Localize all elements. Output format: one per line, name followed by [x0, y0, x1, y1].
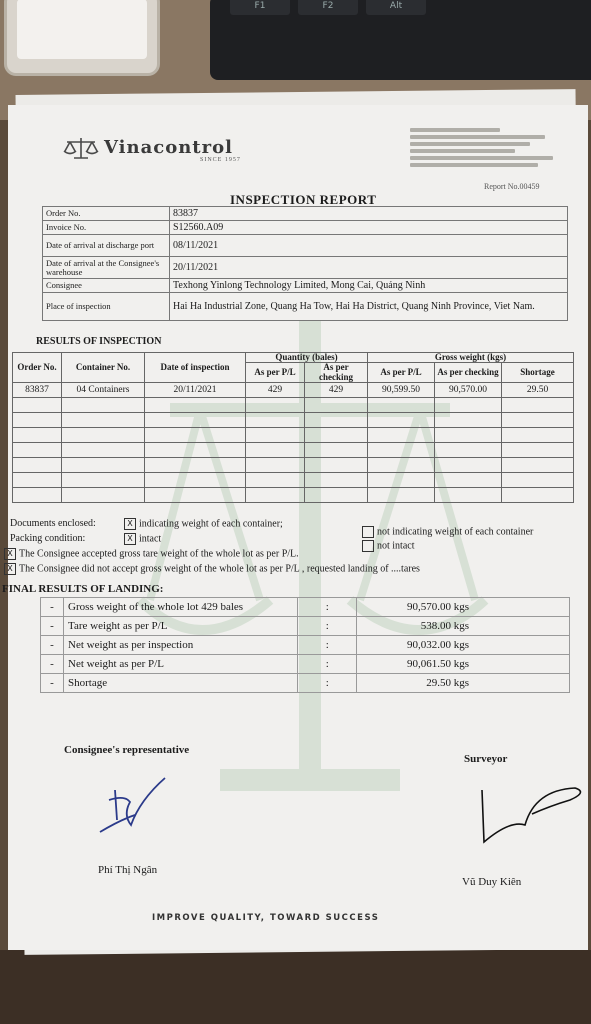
checkbox-empty-icon — [362, 540, 374, 552]
consignee-representative-title: Consignee's representative — [64, 744, 190, 756]
col-qty-check: As per checking — [305, 363, 368, 383]
consignee-not-accepted-line — [4, 563, 420, 575]
col-gw-check: As per checking — [435, 363, 502, 383]
info-value: 20/11/2021 — [170, 257, 568, 279]
col-qty-pl: As per P/L — [246, 363, 305, 383]
consignee-signature-icon — [95, 770, 175, 840]
row-label: Tare weight as per P/L — [64, 617, 298, 636]
info-value: 08/11/2021 — [170, 235, 568, 257]
row-colon: : — [298, 617, 357, 636]
surveyor-title: Surveyor — [464, 753, 508, 765]
empty-row — [13, 458, 574, 473]
col-date: Date of inspection — [145, 353, 246, 383]
company-address-block — [410, 128, 560, 170]
option-label: not intact — [377, 540, 415, 552]
row-dash: - — [41, 636, 64, 655]
row-value: 29.50 kgs — [357, 674, 570, 693]
cell-qty-pl: 429 — [246, 383, 305, 398]
info-label: Consignee — [43, 279, 170, 293]
row-value: 538.00 kgs — [357, 617, 570, 636]
info-row — [43, 257, 568, 279]
footer-motto: IMPROVE QUALITY, TOWARD SUCCESS — [152, 913, 380, 923]
table-row — [13, 383, 574, 398]
row-dash: - — [41, 655, 64, 674]
cell-shortage: 29.50 — [502, 383, 574, 398]
info-label: Invoice No. — [43, 221, 170, 235]
col-order-no: Order No. — [13, 353, 62, 383]
results-header-row — [13, 353, 574, 363]
documents-enclosed-label: Documents enclosed: — [10, 518, 96, 529]
brand-since: SINCE 1957 — [200, 157, 241, 163]
row-value: 90,061.50 kgs — [357, 655, 570, 674]
keyboard-key: Alt — [366, 0, 426, 15]
checkbox-checked-icon: X — [124, 518, 136, 530]
cell-qty-check: 429 — [305, 383, 368, 398]
row-value: 90,032.00 kgs — [357, 636, 570, 655]
info-value: Texhong Yinlong Technology Limited, Mong Cai, Quảng Ninh — [170, 279, 568, 293]
row-colon: : — [298, 636, 357, 655]
cell-gw-check: 90,570.00 — [435, 383, 502, 398]
col-container-no: Container No. — [62, 353, 145, 383]
consignee-name: Phí Thị Ngân — [98, 864, 158, 876]
info-row — [43, 293, 568, 321]
info-value: S12560.A09 — [170, 221, 568, 235]
brand-name: Vinacontrol — [104, 137, 233, 158]
vinacontrol-logo-icon — [62, 136, 100, 160]
info-row — [43, 235, 568, 257]
row-label: Shortage — [64, 674, 298, 693]
col-gross-weight: Gross weight (kgs) — [368, 353, 574, 363]
table-row — [41, 655, 570, 674]
documents-not-indicating — [362, 526, 533, 538]
table-row — [41, 598, 570, 617]
row-dash: - — [41, 598, 64, 617]
report-number: Report No.00459 — [484, 182, 540, 191]
empty-row — [13, 473, 574, 488]
info-value: Hai Ha Industrial Zone, Quang Ha Tow, Hai Ha District, Quang Ninh Province, Viet Nam. — [170, 293, 568, 321]
keyboard-key: F1 — [230, 0, 290, 15]
info-value: 83837 — [170, 207, 568, 221]
cell-gw-pl: 90,599.50 — [368, 383, 435, 398]
col-quantity: Quantity (bales) — [246, 353, 368, 363]
final-results-title: FINAL RESULTS OF LANDING: — [2, 583, 164, 595]
final-results-table — [40, 597, 570, 693]
order-info-table — [42, 206, 568, 321]
consignee-accepted-line — [4, 548, 299, 560]
row-label: Gross weight of the whole lot 429 bales — [64, 598, 298, 617]
option-label: intact — [139, 533, 162, 545]
checkbox-checked-icon: X — [4, 548, 16, 560]
phone-device — [4, 0, 160, 76]
checkbox-checked-icon: X — [124, 533, 136, 545]
row-colon: : — [298, 655, 357, 674]
results-section-title: RESULTS OF INSPECTION — [36, 336, 162, 347]
empty-row — [13, 428, 574, 443]
checkbox-checked-icon: X — [4, 563, 16, 575]
col-shortage: Shortage — [502, 363, 574, 383]
page-title: INSPECTION REPORT — [230, 192, 377, 207]
table-row — [41, 617, 570, 636]
packing-not-intact — [362, 540, 415, 552]
info-label: Place of inspection — [43, 293, 170, 321]
info-row — [43, 221, 568, 235]
info-row — [43, 207, 568, 221]
cell-order-no: 83837 — [13, 383, 62, 398]
row-colon: : — [298, 598, 357, 617]
row-label: Net weight as per P/L — [64, 655, 298, 674]
col-gw-pl: As per P/L — [368, 363, 435, 383]
surveyor-name: Vũ Duy Kiên — [462, 876, 522, 888]
empty-row — [13, 443, 574, 458]
results-table — [12, 352, 574, 503]
option-label: not indicating weight of each container — [377, 526, 534, 538]
row-dash: - — [41, 617, 64, 636]
statement-text: The Consignee accepted gross tare weight of the whole lot as per P/L. — [19, 548, 299, 560]
empty-row — [13, 413, 574, 428]
documents-indicating — [124, 518, 283, 530]
packing-condition-label: Packing condition: — [10, 533, 86, 544]
keyboard-device — [210, 0, 591, 80]
info-row — [43, 279, 568, 293]
surveyor-signature-icon — [470, 780, 590, 850]
option-label: indicating weight of each container; — [139, 518, 283, 530]
info-label: Date of arrival at the Consignee's warehouse — [43, 257, 170, 279]
info-label: Order No. — [43, 207, 170, 221]
empty-row — [13, 488, 574, 503]
cell-date: 20/11/2021 — [145, 383, 246, 398]
statement-text: The Consignee did not accept gross weight of the whole lot as per P/L , requested landing of ....tares — [19, 563, 420, 575]
row-colon: : — [298, 674, 357, 693]
row-label: Net weight as per inspection — [64, 636, 298, 655]
packing-intact — [124, 533, 161, 545]
info-label: Date of arrival at discharge port — [43, 235, 170, 257]
table-row — [41, 636, 570, 655]
desk-foreground — [0, 950, 591, 1024]
table-row — [41, 674, 570, 693]
row-dash: - — [41, 674, 64, 693]
cell-container-no: 04 Containers — [62, 383, 145, 398]
row-value: 90,570.00 kgs — [357, 598, 570, 617]
empty-row — [13, 398, 574, 413]
keyboard-key: F2 — [298, 0, 358, 15]
checkbox-empty-icon — [362, 526, 374, 538]
